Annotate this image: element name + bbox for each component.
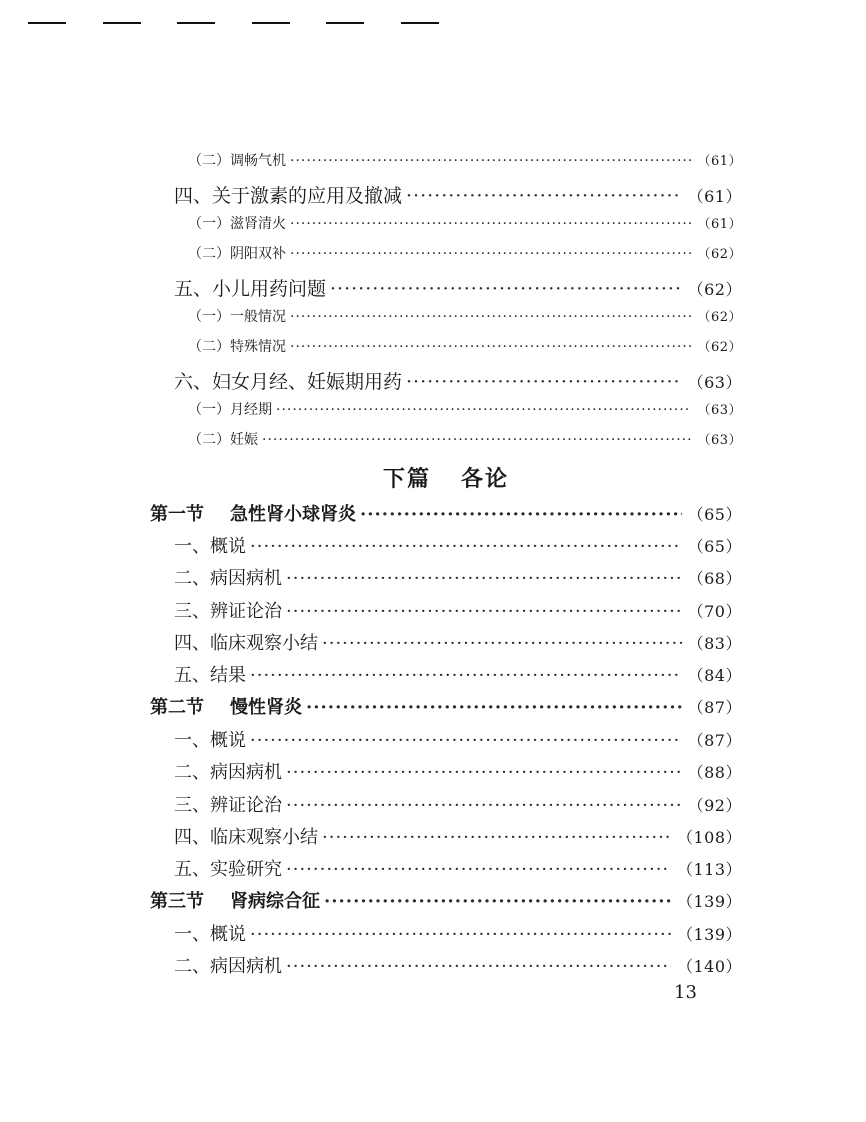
toc-item bbox=[150, 855, 742, 887]
dot-leader bbox=[330, 278, 682, 300]
dot-leader bbox=[322, 633, 682, 654]
dot-leader bbox=[290, 153, 691, 169]
dot-leader bbox=[406, 371, 682, 393]
toc-chapter bbox=[150, 693, 742, 726]
toc-entry-title: 二、病因病机 bbox=[174, 956, 282, 978]
dot-leader bbox=[406, 185, 682, 207]
toc-entry-title: 二、病因病机 bbox=[174, 762, 282, 784]
dot-leader bbox=[290, 339, 691, 355]
dot-leader bbox=[286, 956, 671, 977]
toc-entry-title: 四、临床观察小结 bbox=[174, 632, 318, 654]
toc-entry-page: （62） bbox=[687, 279, 742, 299]
dot-leader bbox=[286, 762, 682, 783]
part-heading bbox=[150, 460, 742, 500]
toc-entry-title bbox=[150, 887, 320, 913]
toc-subsection bbox=[150, 336, 742, 367]
toc-item bbox=[150, 823, 742, 855]
toc-entry-page: （61） bbox=[697, 216, 742, 232]
header-rule bbox=[252, 22, 290, 24]
page-number: 13 bbox=[674, 982, 697, 1003]
toc-subsection bbox=[150, 429, 742, 460]
chapter-title: 肾病综合征 bbox=[230, 891, 320, 913]
dot-leader bbox=[262, 432, 691, 448]
dot-leader bbox=[286, 568, 682, 589]
toc-entry-page: （65） bbox=[687, 537, 742, 556]
toc-entry-title: （二）妊娠 bbox=[188, 432, 258, 448]
toc-entry-page: （140） bbox=[676, 957, 742, 977]
toc-entry-title: 二、病因病机 bbox=[174, 568, 282, 590]
dot-leader bbox=[250, 665, 682, 686]
toc-entry-page: （70） bbox=[687, 601, 742, 621]
toc-entry-title: 四、临床观察小结 bbox=[174, 826, 318, 848]
toc-entry-page: （83） bbox=[687, 633, 742, 653]
toc-section bbox=[150, 181, 742, 213]
toc-entry-title: 五、实验研究 bbox=[174, 859, 282, 881]
toc-entry-title: （一）月经期 bbox=[188, 401, 272, 418]
toc-entry-page: （62） bbox=[697, 247, 742, 262]
dot-leader bbox=[290, 216, 691, 232]
dot-leader bbox=[286, 859, 671, 880]
toc-subsection bbox=[150, 213, 742, 244]
toc-section bbox=[150, 274, 742, 306]
chapter-list bbox=[150, 500, 742, 985]
toc-entry-title: 四、关于激素的应用及撤减 bbox=[174, 184, 403, 207]
toc-entry-page: （65） bbox=[687, 504, 742, 524]
toc-subsection bbox=[150, 399, 742, 430]
toc-section bbox=[150, 367, 742, 399]
toc-entry-title: 五、小儿用药问题 bbox=[174, 277, 327, 300]
toc-item bbox=[150, 758, 742, 790]
header-rule bbox=[103, 22, 141, 24]
toc-item bbox=[150, 791, 742, 823]
toc-entry-page: （139） bbox=[676, 924, 742, 944]
toc-entry-title: 三、辨证论治 bbox=[174, 794, 282, 816]
dot-leader bbox=[250, 730, 682, 751]
toc-entry-title: 六、妇女月经、妊娠期用药 bbox=[174, 370, 403, 393]
dot-leader bbox=[286, 601, 682, 622]
dot-leader bbox=[290, 309, 691, 325]
toc-entry-page: （63） bbox=[687, 372, 742, 392]
toc-item bbox=[150, 726, 742, 758]
dot-leader bbox=[290, 246, 691, 262]
toc-subsection bbox=[150, 306, 742, 337]
header-rules bbox=[28, 22, 448, 26]
toc-entry-page: （61） bbox=[697, 154, 742, 169]
toc-item bbox=[150, 661, 742, 693]
toc-entry-title bbox=[150, 693, 302, 719]
toc-entry-page: （61） bbox=[687, 186, 742, 206]
toc-item bbox=[150, 920, 742, 952]
toc-item bbox=[150, 564, 742, 596]
toc-entry-page: （62） bbox=[697, 340, 742, 355]
chapter-number: 第二节 bbox=[150, 697, 204, 719]
toc-item bbox=[150, 532, 742, 564]
header-rule bbox=[326, 22, 364, 24]
toc-entry-title: 一、概说 bbox=[174, 923, 246, 945]
toc-entry-page: （68） bbox=[687, 569, 742, 589]
toc-entry-page: （88） bbox=[687, 763, 742, 783]
toc-item bbox=[150, 952, 742, 984]
toc-entry-page: （63） bbox=[697, 433, 742, 448]
dot-leader bbox=[324, 891, 671, 912]
part-heading-label: 下篇 bbox=[382, 465, 431, 492]
toc-entry-title: （二）特殊情况 bbox=[188, 339, 286, 355]
chapter-number: 第一节 bbox=[150, 503, 204, 525]
toc-entry-page: （62） bbox=[697, 309, 742, 325]
dot-leader bbox=[306, 697, 682, 718]
toc-entry-page: （87） bbox=[687, 730, 742, 750]
dot-leader bbox=[360, 504, 682, 525]
dot-leader bbox=[250, 536, 682, 557]
header-rule bbox=[401, 22, 439, 24]
dot-leader bbox=[286, 795, 682, 816]
toc-item bbox=[150, 629, 742, 661]
upper-sections bbox=[150, 150, 742, 460]
toc-entry-title bbox=[150, 500, 356, 526]
toc-entry-title: （二）调畅气机 bbox=[188, 153, 286, 169]
table-of-contents bbox=[150, 150, 742, 985]
part-heading-title: 各论 bbox=[461, 465, 510, 492]
toc-entry-title: 一、概说 bbox=[174, 729, 246, 751]
toc-subsection bbox=[150, 150, 742, 181]
chapter-title: 慢性肾炎 bbox=[230, 697, 302, 719]
toc-chapter bbox=[150, 500, 742, 533]
dot-leader bbox=[276, 402, 691, 418]
toc-entry-title: （一）一般情况 bbox=[188, 308, 286, 325]
header-rule bbox=[177, 22, 215, 24]
toc-entry-title: 五、结果 bbox=[174, 665, 246, 687]
chapter-title: 急性肾小球肾炎 bbox=[230, 503, 356, 525]
toc-subsection bbox=[150, 243, 742, 274]
toc-entry-page: （87） bbox=[687, 698, 742, 718]
chapter-number: 第三节 bbox=[150, 891, 204, 913]
toc-item bbox=[150, 597, 742, 629]
toc-entry-title: 一、概说 bbox=[174, 536, 246, 557]
toc-entry-page: （108） bbox=[676, 827, 742, 847]
dot-leader bbox=[250, 924, 671, 945]
toc-entry-page: （63） bbox=[697, 402, 742, 418]
header-rule bbox=[28, 22, 66, 24]
toc-entry-page: （84） bbox=[687, 666, 742, 686]
dot-leader bbox=[322, 827, 671, 848]
toc-entry-title: （二）阴阳双补 bbox=[188, 246, 286, 262]
toc-entry-page: （92） bbox=[687, 795, 742, 815]
toc-chapter bbox=[150, 887, 742, 920]
toc-entry-title: 三、辨证论治 bbox=[174, 600, 282, 622]
toc-entry-title: （一）滋肾清火 bbox=[188, 215, 286, 232]
toc-entry-page: （139） bbox=[676, 892, 742, 912]
toc-entry-page: （113） bbox=[676, 860, 742, 880]
